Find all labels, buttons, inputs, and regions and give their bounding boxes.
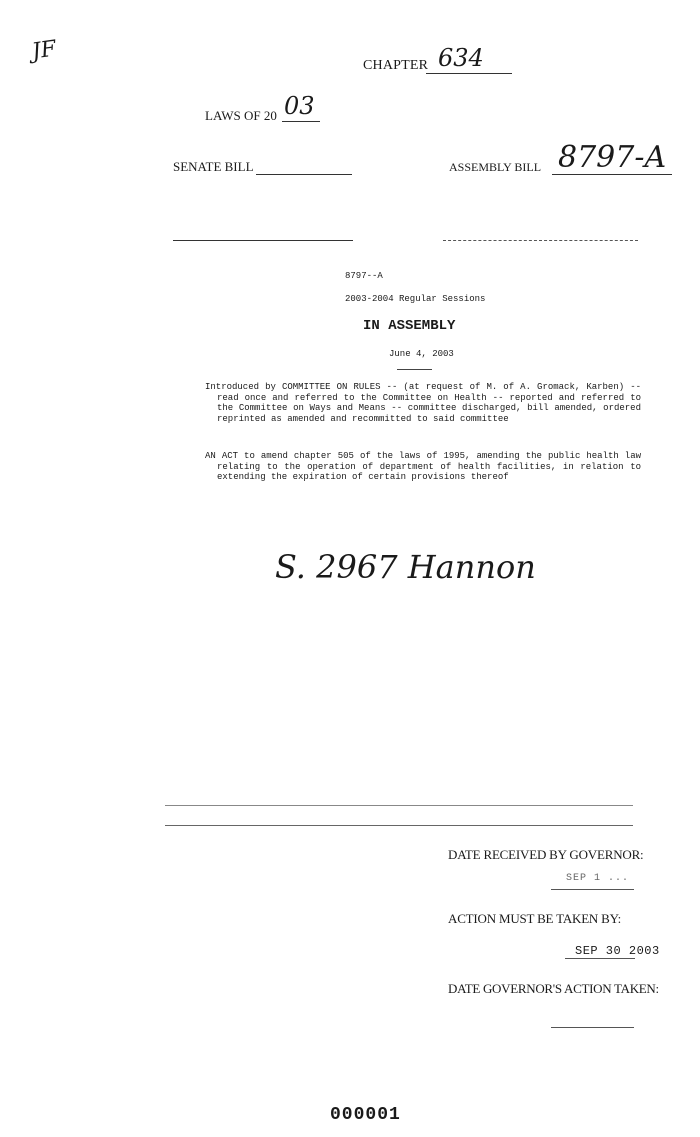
chapter-number: 634 [438, 44, 484, 72]
handwritten-senate-reference: S. 2967 Hannon [275, 548, 536, 586]
action-taken-label: DATE GOVERNOR'S ACTION TAKEN: [448, 981, 659, 996]
chapter-underline [426, 73, 512, 74]
act-paragraph [205, 451, 641, 483]
action-deadline-stamp: SEP 30 2003 [575, 944, 660, 958]
assembly-bill-number: 8797-A [558, 140, 667, 175]
senate-bill-label: SENATE BILL [173, 159, 254, 174]
date-received-label: DATE RECEIVED BY GOVERNOR: [448, 847, 644, 862]
laws-year: 03 [284, 92, 315, 120]
date-underline [397, 369, 432, 370]
bill-number: 8797--A [345, 271, 383, 281]
introduction-paragraph [205, 382, 641, 424]
chapter-label: CHAPTER [363, 58, 429, 73]
assembly-bill-label: ASSEMBLY BILL [449, 160, 542, 174]
bottom-rule-upper [165, 805, 633, 806]
bottom-rule-lower [165, 825, 633, 826]
introduction-text: Introduced by COMMITTEE ON RULES -- (at request of M. of A. Gromack, Karben) -- read once and referred to the Committee on Health -- reported and referred to the Committee on Ways and Means -- committee discharged, bill amended, ordered reprinted as amended and recommitted to said committee [205, 382, 641, 424]
action-deadline-label: ACTION MUST BE TAKEN BY: [448, 911, 622, 926]
action-deadline-underline [565, 958, 635, 959]
page-number: 000001 [330, 1105, 401, 1125]
handwritten-initials: JF [30, 36, 58, 65]
act-text: AN ACT to amend chapter 505 of the laws of 1995, amending the public health law relating to the operation of department of health facilities, in relation to extending the expiration of certain provisions thereof [205, 451, 641, 482]
divider-right [443, 240, 638, 241]
session-line: 2003-2004 Regular Sessions [345, 294, 486, 304]
senate-bill-underline [256, 174, 352, 175]
house-heading: IN ASSEMBLY [363, 318, 456, 334]
date-received-stamp: SEP 1 ... [566, 873, 630, 884]
laws-of-label: LAWS OF 20 [205, 108, 277, 123]
laws-year-underline [282, 121, 320, 122]
date-received-underline [551, 889, 634, 890]
bill-date: June 4, 2003 [389, 349, 454, 359]
divider-left [173, 240, 353, 241]
action-taken-underline [551, 1027, 634, 1028]
